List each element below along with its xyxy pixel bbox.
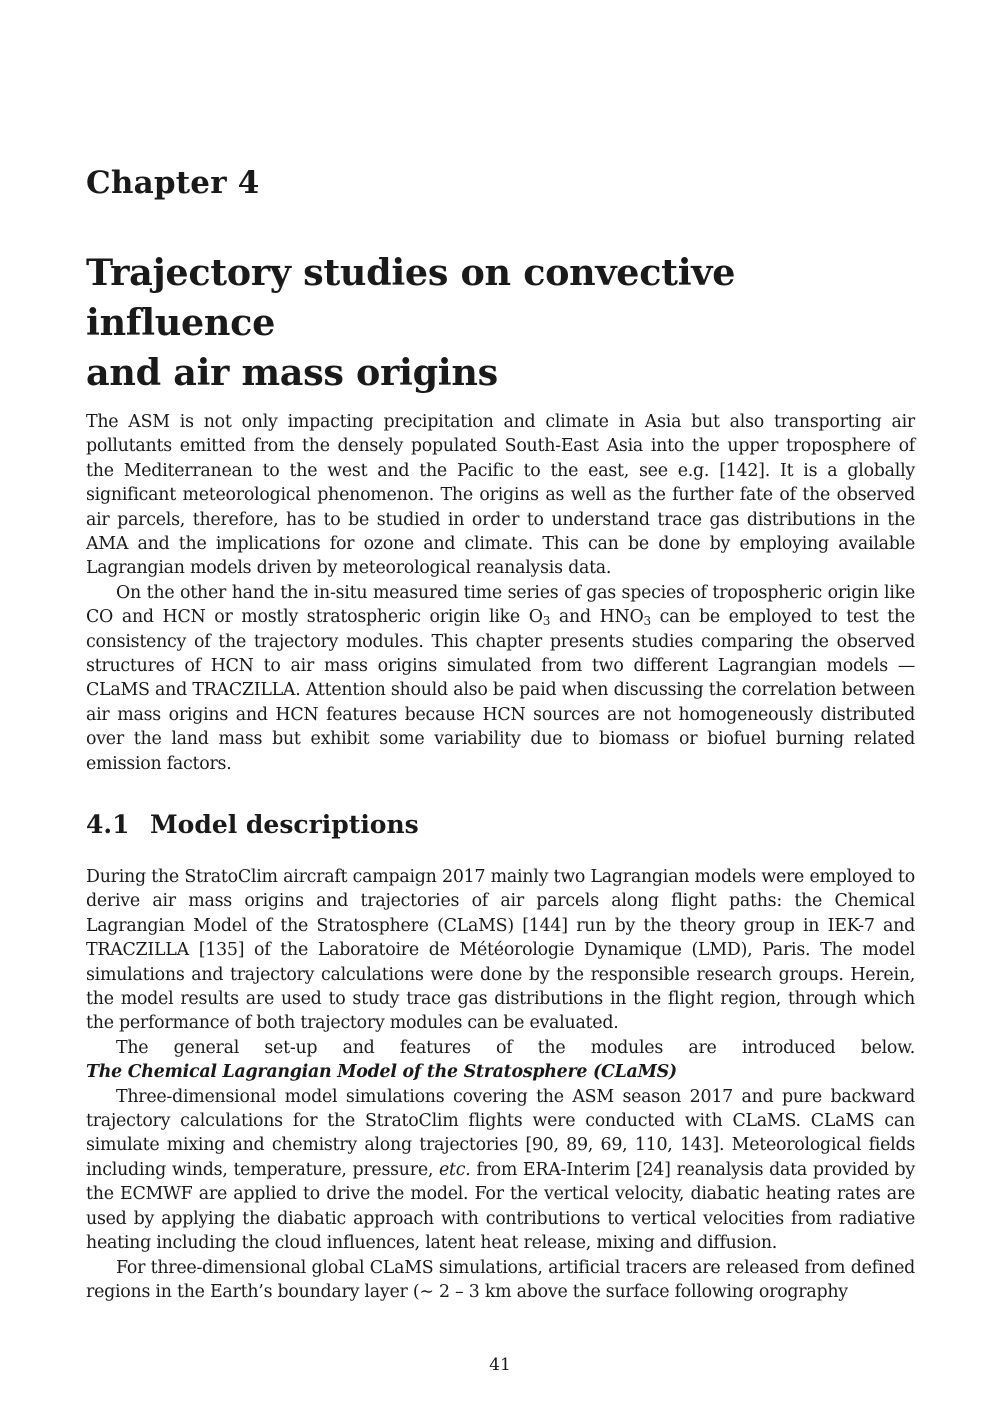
section-heading	[86, 810, 419, 839]
section-p3-text-b: from ERA-Interim [24] reanalysis data provided by the ECMWF are applied to drive the model. For the vertical velocity, diabatic heating rates are used by applying the diabatic approach with contributions to vertical velocities from radiative heating including the cloud influences, latent heat release, mixing and diffusion.	[86, 1159, 915, 1254]
section-paragraph-4: For three-dimensional global CLaMS simulations, artificial tracers are released from defined regions in the Earth’s boundary layer (∼ 2 – 3 km above the surface following orography	[86, 1257, 915, 1302]
intro-p2-text-b: and HNO	[550, 607, 644, 628]
chapter-title-line-1: Trajectory studies on convective influence	[86, 251, 736, 344]
chapter-title-line-2: and air mass origins	[86, 351, 498, 394]
intro-paragraph-1: The ASM is not only impacting precipitation and climate in Asia but also transporting air pollutants emitted from the densely populated South-East Asia into the upper troposphere of the Mediterranean to the west and the Pacific to the east, see e.g. [142]. It is a globally significant meteorological phenomenon. The origins as well as the further fate of the observed air parcels, therefore, has to be studied in order to understand trace gas distributions in the AMA and the implications for ozone and climate. This can be done by employing available Lagrangian models driven by meteorological reanalysis data.	[86, 412, 915, 579]
section-title: Model descriptions	[150, 810, 419, 839]
section-paragraph-2: The general set-up and features of the modules are introduced below.	[116, 1037, 915, 1058]
section-number: 4.1	[86, 810, 130, 839]
hno3-subscript: 3	[643, 614, 651, 629]
page-number: 41	[489, 1355, 511, 1375]
intro-text	[86, 410, 915, 776]
o3-subscript: 3	[542, 614, 551, 629]
section-paragraph-1: During the StratoClim aircraft campaign 2017 mainly two Lagrangian models were employed to derive air mass origins and trajectories of air parcels along flight paths: the Chemical Lagrangian Model of the Stratosphere (CLaMS) [144] run by the theory group in IEK-7 and TRACZILLA [135] of the Laboratoire de Météorologie Dynamique (LMD), Paris. The model simulations and trajectory calculations were done by the responsible research groups. Herein, the model results are used to study trace gas distributions in the flight region, through which the performance of both trajectory modules can be evaluated.	[86, 867, 915, 1034]
etc-abbreviation: etc.	[438, 1159, 471, 1180]
section-text	[86, 865, 915, 1304]
section-paragraph-3	[86, 1085, 915, 1256]
intro-p2-text-a: On the other hand the in-situ measured time series of gas species of tropospheric origin like CO and HCN or mostly stratospheric origin like O	[86, 582, 915, 628]
intro-paragraph-2	[86, 581, 915, 776]
section-p3-text-a: Three-dimensional model simulations covering the ASM season 2017 and pure backward trajectory calculations for the StratoClim flights were conducted with CLaMS. CLaMS can simulate mixing and chemistry along trajectories [90, 89, 69, 110, 143]. Meteorological fields including winds, temperature, pressure,	[86, 1086, 915, 1180]
subsection-heading: The Chemical Lagrangian Model of the Stratosphere (CLaMS)	[86, 1062, 677, 1083]
intro-p2-text-c: can be employed to test the consistency of the trajectory modules. This chapter presents studies comparing the observed structures of HCN to air mass origins simulated from two different Lagrangian models — CLaMS and TRACZILLA. Attention should also be paid when discussing the correlation between air mass origins and HCN features because HCN sources are not homogeneously distributed over the land mass but exhibit some variability due to biomass or biofuel burning related emission factors.	[86, 607, 915, 774]
chapter-label: Chapter 4	[86, 165, 260, 201]
chapter-title	[86, 248, 926, 398]
